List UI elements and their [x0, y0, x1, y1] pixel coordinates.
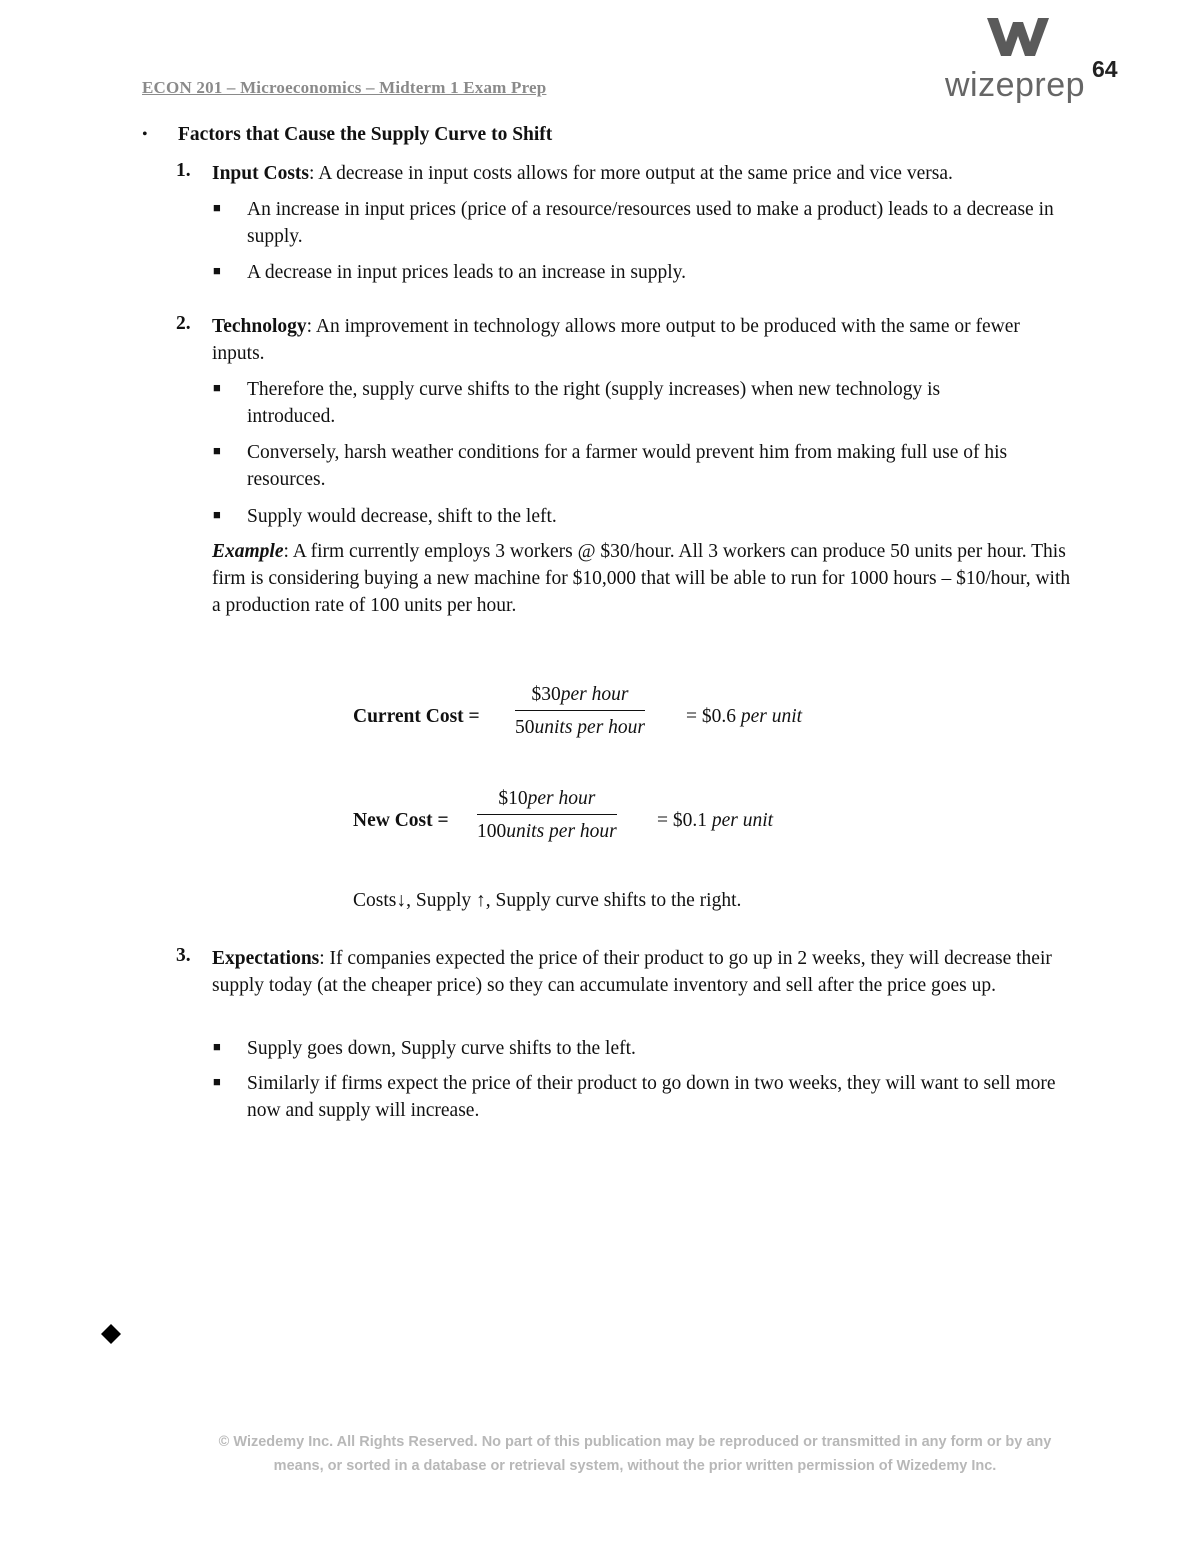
footer-line-2: means, or sorted in a database or retrieval system, without the prior written permission of Wizedemy Inc. — [273, 1458, 997, 1474]
example-label: Example — [212, 541, 284, 562]
page-number: 64 — [1092, 56, 1118, 82]
item-3-bullet-1: Supply goes down, Supply curve shifts to the left. — [247, 1038, 636, 1059]
current-cost-result: = $0.6 per unit — [686, 706, 803, 727]
footer-line-1: © Wizedemy Inc. All Rights Reserved. No part of this publication may be reproduced or transmitted in any form or by any — [218, 1434, 1052, 1450]
item-2-bullet-3: Supply would decrease, shift to the left. — [247, 506, 557, 527]
costs-summary: Costs↓, Supply ↑, Supply curve shifts to the right. — [353, 890, 742, 911]
square-bullet-icon: ■ — [213, 263, 221, 278]
item-2-bullet-1: Therefore the, supply curve shifts to the right (supply increases) when new technology is introduced. — [247, 379, 941, 427]
item-3-text: : If companies expected the price of their product to go up in 2 weeks, they will decrease their supply today (at the cheaper price) so they can accumulate inventory and sell after the price goes up. — [212, 948, 1052, 996]
bullet-icon: • — [142, 126, 148, 143]
new-cost-result: = $0.1 per unit — [657, 810, 774, 831]
current-cost-denominator: 50units per hour — [515, 717, 646, 738]
new-cost-fraction — [477, 788, 617, 843]
item-1-bullet-2: A decrease in input prices leads to an increase in supply. — [247, 262, 686, 283]
new-cost-equation — [353, 788, 813, 858]
item-2-number: 2. — [176, 313, 191, 334]
new-cost-numerator: $10per hour — [477, 788, 617, 815]
current-cost-numerator: $30per hour — [515, 684, 645, 711]
square-bullet-icon: ■ — [213, 200, 221, 215]
item-1-text: : A decrease in input costs allows for more output at the same price and vice versa. — [309, 163, 953, 184]
item-2-text: : An improvement in technology allows more output to be produced with the same or fewer inputs. — [212, 316, 1020, 364]
copyright-footer — [100, 1430, 1170, 1478]
item-1-paragraph — [212, 160, 1112, 187]
new-cost-label: New Cost = — [353, 810, 449, 831]
item-3-title: Expectations — [212, 948, 320, 969]
item-3-number: 3. — [176, 945, 191, 966]
section-heading: Factors that Cause the Supply Curve to Shift — [178, 124, 553, 145]
item-2-title: Technology — [212, 316, 307, 337]
item-3-bullet-2: Similarly if firms expect the price of their product to go down in two weeks, they will want to sell more now and supply will increase. — [247, 1073, 1056, 1121]
item-1-title: Input Costs — [212, 163, 309, 184]
header-title: ECON 201 – Microeconomics – Midterm 1 Exam Prep — [142, 78, 547, 97]
square-bullet-icon: ■ — [213, 443, 221, 458]
example-text: : A firm currently employs 3 workers @ $30/hour. All 3 workers can produce 50 units per hour. This firm is considering buying a new machine for $10,000 that will be able to run for 1000 hours – $10/hour, with a production rate of 100 units per hour. — [212, 541, 1071, 616]
example-paragraph — [212, 538, 1072, 619]
square-bullet-icon: ■ — [213, 380, 221, 395]
item-2-paragraph — [212, 313, 1062, 367]
square-bullet-icon: ■ — [213, 507, 221, 522]
square-bullet-icon: ■ — [213, 1074, 221, 1089]
current-cost-equation — [353, 684, 833, 754]
square-bullet-icon: ■ — [213, 1039, 221, 1054]
item-2-bullet-2: Conversely, harsh weather conditions for a farmer would prevent him from making full use of his resources. — [247, 442, 1008, 490]
wizeprep-w-icon — [985, 14, 1051, 60]
wizeprep-logo — [945, 14, 1105, 106]
new-cost-denominator: 100units per hour — [477, 821, 617, 842]
item-3-paragraph — [212, 945, 1062, 999]
item-1-number: 1. — [176, 160, 191, 181]
current-cost-fraction — [515, 684, 645, 739]
current-cost-label: Current Cost = — [353, 706, 480, 727]
diamond-icon — [101, 1324, 121, 1344]
logo-text: wizeprep — [945, 66, 1086, 104]
item-1-bullet-1: An increase in input prices (price of a resource/resources used to make a product) leads to a decrease in supply. — [247, 199, 1054, 247]
